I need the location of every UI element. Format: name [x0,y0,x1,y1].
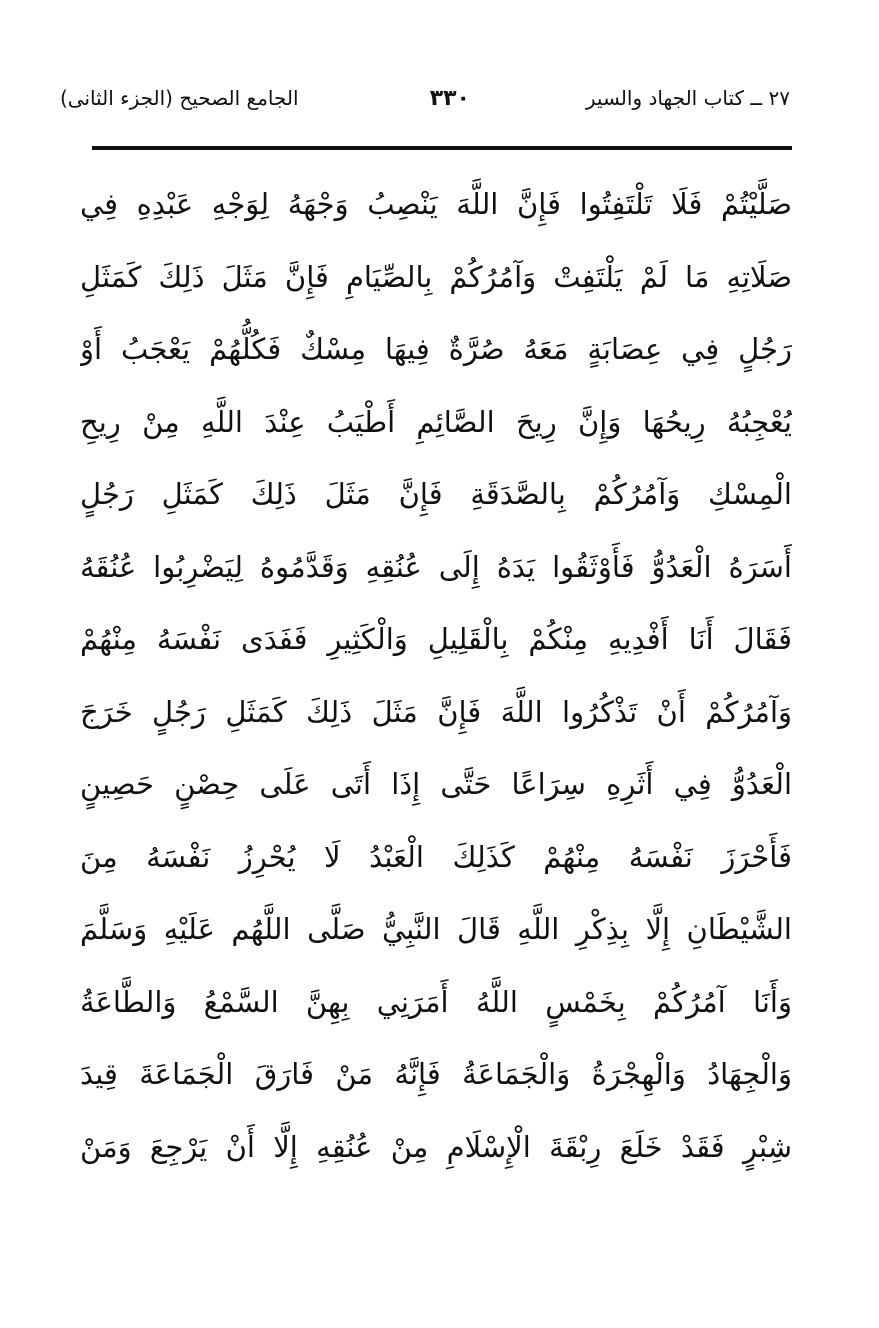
text-line: صَلَاتِهِ مَا لَمْ يَلْتَفِتْ وَآمُرُكُمْ بِالصِّيَامِ فَإِنَّ مَثَلَ ذَلِكَ كَمَثَلِ [80,259,792,294]
text-line: وَآمُرُكُمْ أَنْ تَذْكُرُوا اللَّهَ فَإِنَّ مَثَلَ ذَلِكَ كَمَثَلِ رَجُلٍ خَرَجَ [80,694,792,729]
text-line: الْمِسْكِ وَآمُرُكُمْ بِالصَّدَقَةِ فَإِنَّ مَثَلَ ذَلِكَ كَمَثَلِ رَجُلٍ [80,477,792,511]
chapter-title: ٢٧ ــ كتاب الجهاد والسير [585,86,790,110]
running-header [60,86,790,126]
text-line: فَأَحْرَزَ نَفْسَهُ مِنْهُمْ كَذَلِكَ الْعَبْدُ لَا يُحْرِزُ نَفْسَهُ مِنَ [80,839,792,874]
header-rule [92,146,792,150]
text-line: يُعْجِبُهُ رِيحُهَا وَإِنَّ رِيحَ الصَّائِمِ أَطْيَبُ عِنْدَ اللَّهِ مِنْ رِيحِ [80,404,792,439]
text-line: وَأَنَا آمُرُكُمْ بِخَمْسٍ اللَّهُ أَمَرَنِي بِهِنَّ السَّمْعُ وَالطَّاعَةُ [80,984,792,1019]
text-line: وَالْجِهَادُ وَالْهِجْرَةُ وَالْجَمَاعَةُ فَإِنَّهُ مَنْ فَارَقَ الْجَمَاعَةَ قِيدَ [80,1057,792,1091]
text-line: صَلَّيْتُمْ فَلَا تَلْتَفِتُوا فَإِنَّ اللَّهَ يَنْصِبُ وَجْهَهُ لِوَجْهِ عَبْدِهِ فِي [80,187,792,221]
body-text [80,168,792,1183]
text-line: أَسَرَهُ الْعَدُوُّ فَأَوْثَقُوا يَدَهُ إِلَى عُنُقِهِ وَقَدَّمُوهُ لِيَضْرِبُوا عُنُقَهُ [80,549,792,584]
text-line: شِبْرٍ فَقَدْ خَلَعَ رِبْقَةَ الْإِسْلَامِ مِنْ عُنُقِهِ إِلَّا أَنْ يَرْجِعَ وَمَنْ [80,1129,792,1164]
text-line: الْعَدُوُّ فِي أَثَرِهِ سِرَاعًا حَتَّى إِذَا أَتَى عَلَى حِصْنٍ حَصِينٍ [80,767,792,801]
page-number: ٣٣٠ [429,86,470,111]
text-line: الشَّيْطَانِ إِلَّا بِذِكْرِ اللَّهِ قَالَ النَّبِيُّ صَلَّى اللَّهُم عَلَيْهِ وَسَلَّمَ [80,912,792,946]
text-line: فَقَالَ أَنَا أَفْدِيهِ مِنْكُمْ بِالْقَلِيلِ وَالْكَثِيرِ فَفَدَى نَفْسَهُ مِنْهُمْ [80,622,792,656]
text-line: رَجُلٍ فِي عِصَابَةٍ مَعَهُ صُرَّةٌ فِيهَا مِسْكٌ فَكُلُّهُمْ يَعْجَبُ أَوْ [80,332,792,366]
book-title: الجامع الصحيح (الجزء الثانى) [60,86,299,110]
